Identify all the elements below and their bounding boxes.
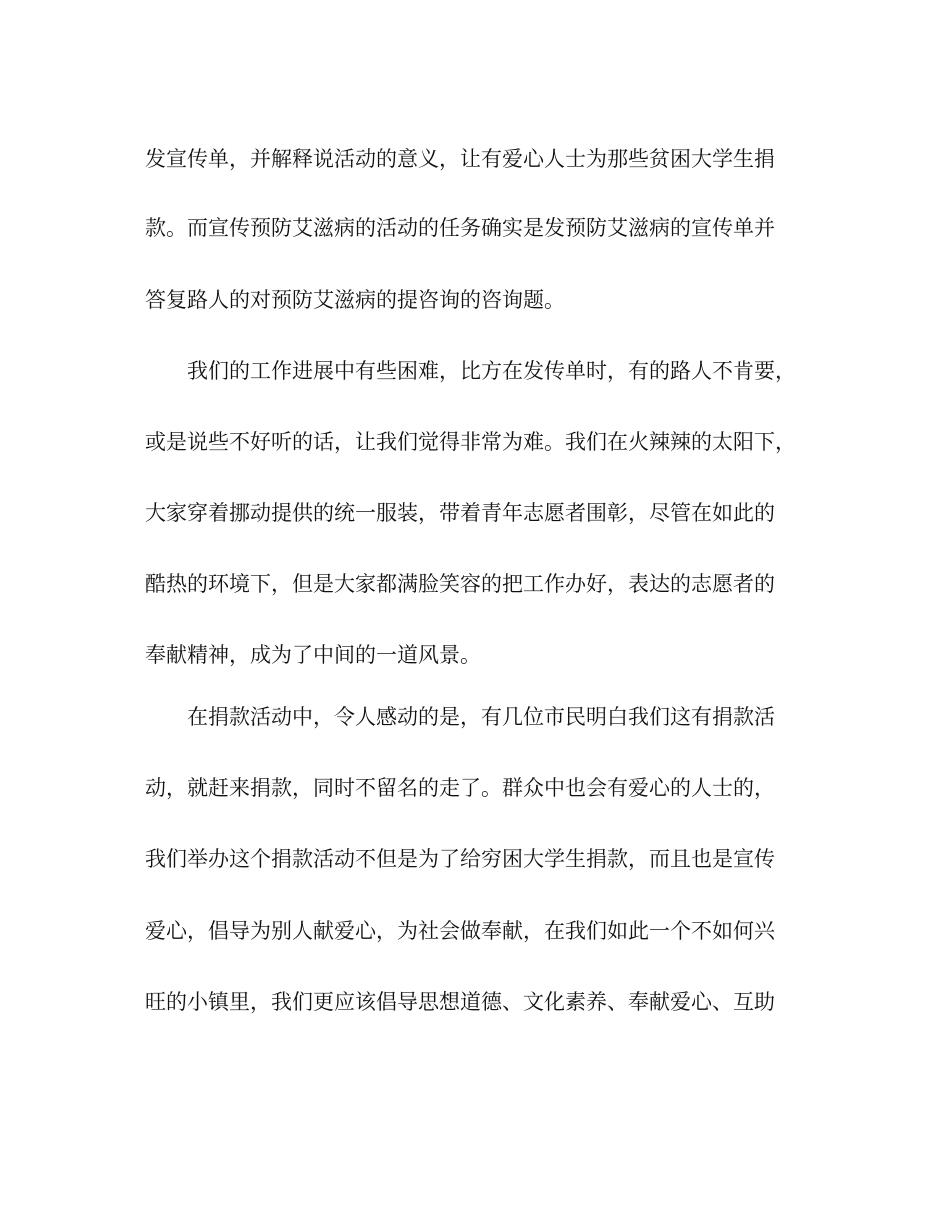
text-line: 大家穿着挪动提供的统一服装，带着青年志愿者围彰，尽管在如此的 <box>145 501 775 525</box>
text-line: 款。而宣传预防艾滋病的活动的任务确实是发预防艾滋病的宣传单并 <box>145 216 775 240</box>
text-line: 奉献精神，成为了中间的一道风景。 <box>145 643 481 667</box>
text-line: 旺的小镇里，我们更应该倡导思想道德、文化素养、奉献爱心、互助 <box>145 990 775 1014</box>
paragraph-first-line: 在捐款活动中，令人感动的是，有几位市民明白我们这有捐款活 <box>187 705 775 729</box>
text-line: 爱心，倡导为别人献爱心，为社会做奉献，在我们如此一个不如何兴 <box>145 919 775 943</box>
paragraph-first-line: 我们的工作进展中有些困难，比方在发传单时，有的路人不肯要， <box>187 359 796 383</box>
text-line: 答复路人的对预防艾滋病的提咨询的咨询题。 <box>145 288 565 312</box>
text-line: 动，就赶来捐款，同时不留名的走了。群众中也会有爱心的人士的， <box>145 776 775 800</box>
text-line: 我们举办这个捐款活动不但是为了给穷困大学生捐款，而且也是宣传 <box>145 847 775 871</box>
text-line: 或是说些不好听的话，让我们觉得非常为难。我们在火辣辣的太阳下， <box>145 430 796 454</box>
text-line: 发宣传单，并解释说活动的意义，让有爱心人士为那些贫困大学生捐 <box>145 147 775 171</box>
text-line: 酷热的环境下，但是大家都满脸笑容的把工作办好，表达的志愿者的 <box>145 572 775 596</box>
